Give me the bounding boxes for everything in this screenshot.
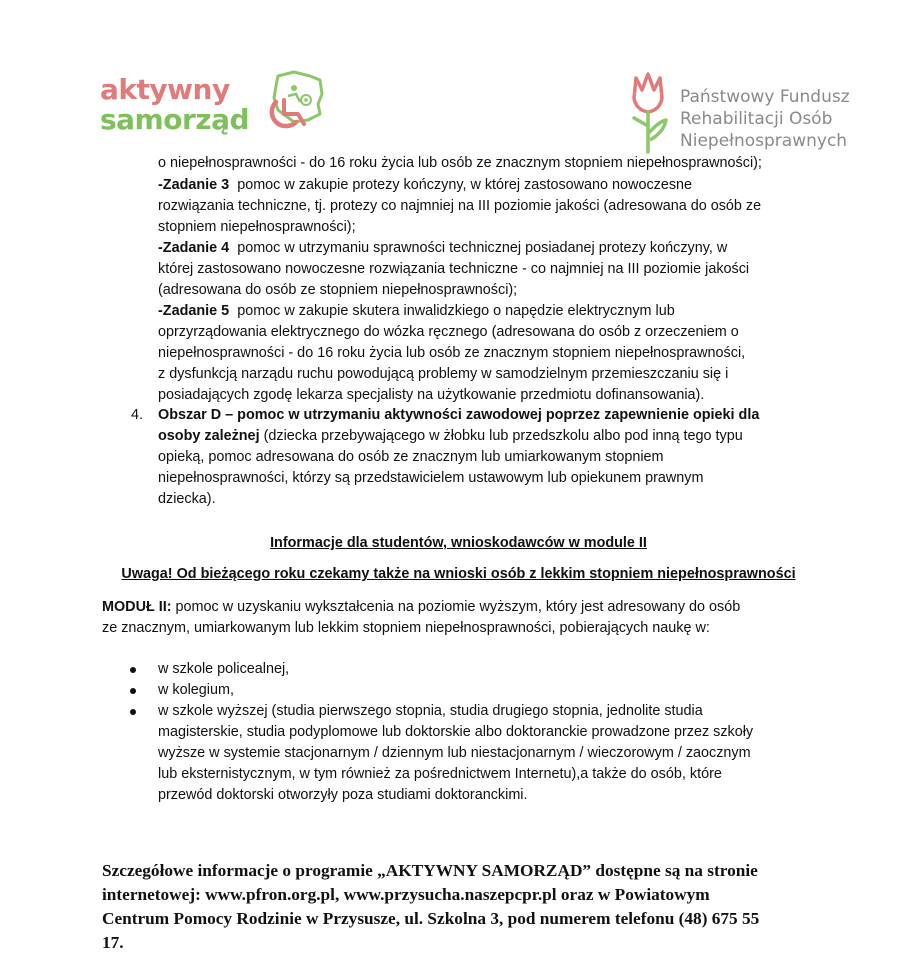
task-4-label: -Zadanie 4 <box>158 240 230 256</box>
bullet-icon <box>130 688 136 694</box>
task-5-line-4: z dysfunkcją narządu ruchu powodującą problemy w samodzielnym przemieszczaniu się i <box>158 366 729 382</box>
pfron-logo <box>622 68 862 154</box>
task-5-label: -Zadanie 5 <box>158 303 230 319</box>
list-item-kolegium: w kolegium, <box>158 682 234 698</box>
task-4-line-3: (adresowana do osób ze stopniem niepełnosprawności); <box>158 282 518 298</box>
module-2-label: MODUŁ II: <box>102 599 172 615</box>
list-item-szkola-wyzsza-5: przewód doktorski otworzyły poza studiami doktoranckimi. <box>158 787 528 803</box>
item-4-line-4: niepełnosprawności, którzy są przedstawicielem ustawowym lub opiekunem prawnym <box>158 470 704 486</box>
task-3-line-3: stopniem niepełnosprawności); <box>158 219 356 235</box>
heading-info-students: Informacje dla studentów, wnioskodawców w module II <box>270 535 647 551</box>
item-4-line-2-text: (dziecka przebywającego w żłobku lub przedszkolu albo pod inną tego typu <box>263 428 743 444</box>
item-4-heading: Obszar D – pomoc w utrzymaniu aktywności zawodowej poprzez zapewnienie opieki dla <box>158 407 760 423</box>
list-item-szkola-wyzsza-4: lub eksternistycznym, w tym również za pośrednictwem Internetu),a także do osób, które <box>158 766 722 782</box>
task-3-text: pomoc w zakupie protezy kończyny, w której zastosowano nowoczesne <box>237 177 693 193</box>
aktywny-samorzad-logo <box>100 70 340 140</box>
text-line: o niepełnosprawności - do 16 roku życia lub osób ze znacznym stopniem niepełnosprawności); <box>158 155 762 171</box>
item-4-line-2 <box>158 426 743 447</box>
footer-line-4: 17. <box>102 933 124 952</box>
heading-notice: Uwaga! Od bieżącego roku czekamy także na wnioski osób z lekkim stopniem niepełnosprawności <box>121 566 796 582</box>
poland-map-wheelchair-icon <box>264 70 326 132</box>
task-4-line-1 <box>158 238 727 259</box>
pfron-text-line1: Państwowy Fundusz <box>680 87 850 107</box>
task-5-line-2: oprzyrządowania elektrycznego do wózka ręcznego (adresowana do osób z orzeczeniem o <box>158 324 739 340</box>
task-5-line-1 <box>158 301 675 322</box>
footer-line-1: Szczegółowe informacje o programie „AKTYWNY SAMORZĄD” dostępne są na stronie <box>102 861 758 880</box>
list-item-szkola-wyzsza-1: w szkole wyższej (studia pierwszego stopnia, studia drugiego stopnia, jednolite studia <box>158 703 703 719</box>
item-4-line-3: opieką, pomoc adresowana do osób ze znacznym lub umiarkowanym stopniem <box>158 449 664 465</box>
task-5-text: pomoc w zakupie skutera inwalidzkiego o napędzie elektrycznym lub <box>237 303 675 319</box>
task-3-line-1 <box>158 175 692 196</box>
logo-text-aktywny: aktywny <box>100 73 230 106</box>
item-4-bold-term: osoby zależnej <box>158 428 260 444</box>
list-number-4: 4. <box>131 407 144 423</box>
module-2-line-2: ze znacznym, umiarkowanym lub lekkim stopniem niepełnosprawności, pobierających naukę w: <box>102 620 710 636</box>
task-3-label: -Zadanie 3 <box>158 177 230 193</box>
footer-line-3: Centrum Pomocy Rodzinie w Przysusze, ul. Szkolna 3, pod numerem telefonu (48) 675 55 <box>102 909 760 928</box>
bullet-icon <box>130 667 136 673</box>
module-2-text: pomoc w uzyskaniu wykształcenia na poziomie wyższym, który jest adresowany do osób <box>175 599 741 615</box>
task-4-line-2: której zastosowano nowoczesne rozwiązania techniczne - co najmniej na III poziomie jakości <box>158 261 750 277</box>
task-4-text: pomoc w utrzymaniu sprawności technicznej posiadanej protezy kończyny, w <box>237 240 728 256</box>
list-item-policealna: w szkole policealnej, <box>158 661 290 677</box>
pfron-text-line3: Niepełnosprawnych <box>680 131 848 151</box>
item-4-line-5: dziecka). <box>158 491 216 507</box>
logo-text-samorzad: samorząd <box>100 103 250 136</box>
tulip-icon <box>622 68 672 154</box>
module-2-line-1 <box>102 597 740 618</box>
task-5-line-5: posiadających zgodę lekarza specjalisty na użytkowanie przedmiotu dofinansowania). <box>158 387 705 403</box>
list-item-szkola-wyzsza-2: magisterskie, studia podyplomowe lub doktorskie albo doktoranckie prowadzone przez szkoły <box>158 724 754 740</box>
footer-line-2: internetowej: www.pfron.org.pl, www.przysucha.naszepcpr.pl oraz w Powiatowym <box>102 885 710 904</box>
task-5-line-3: niepełnosprawności - do 16 roku życia lub osób ze znacznym stopniem niepełnosprawności, <box>158 345 746 361</box>
task-3-line-2: rozwiązania techniczne, tj. protezy co najmniej na III poziomie jakości (adresowana do osób ze <box>158 198 762 214</box>
list-item-szkola-wyzsza-3: wyższe w systemie stacjonarnym / dziennym lub niestacjonarnym / wieczorowym / zaocznym <box>158 745 751 761</box>
pfron-text-line2: Rehabilitacji Osób <box>680 109 833 129</box>
bullet-icon <box>130 709 136 715</box>
